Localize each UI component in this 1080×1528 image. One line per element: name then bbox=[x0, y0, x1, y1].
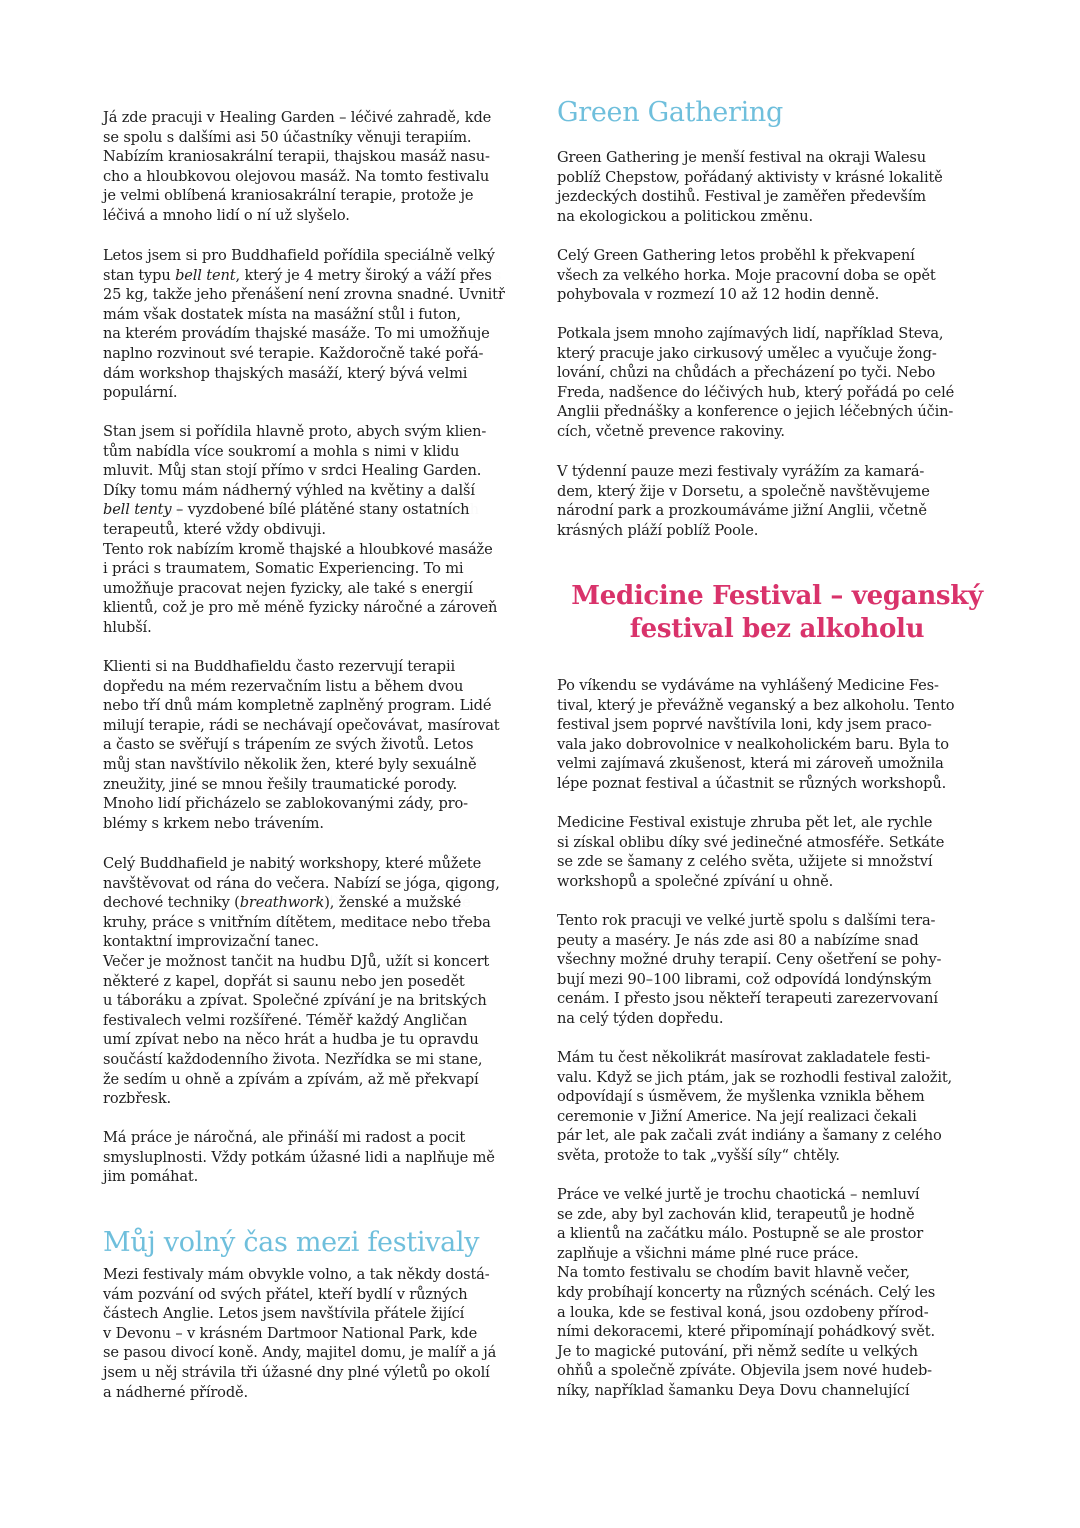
text-line: cenám. I přesto jsou někteří terapeuti zarezervovaní bbox=[557, 990, 938, 1008]
text-line: hlubší. bbox=[103, 618, 152, 636]
text-line: populární. bbox=[103, 384, 178, 402]
section-heading-free-time: Můj volný čas mezi festivaly bbox=[103, 1227, 480, 1258]
text-line: některé z kapel, dopřát si saunu nebo jen posedět bbox=[103, 972, 465, 990]
text-line bbox=[103, 266, 563, 286]
text-line: a klientů na začátku málo. Postupně se ale prostor bbox=[557, 1225, 924, 1243]
text-line: i práci s traumatem, Somatic Experiencing. To mi bbox=[103, 560, 464, 578]
text-line-styled: bell tenty – vyzdobené bílé plátěné stany ostatních bbox=[103, 501, 470, 519]
section-heading-green-gathering: Green Gathering bbox=[557, 97, 784, 128]
text-line: blémy s krkem nebo trávením. bbox=[103, 814, 324, 832]
text-line: Freda, nadšence do léčivých hub, který pořádá po celé bbox=[557, 383, 955, 401]
text-line bbox=[103, 500, 563, 520]
text-line: a louka, kde se festival koná, jsou ozdobeny přírod- bbox=[557, 1303, 929, 1321]
text-line: workshopů a společné zpívání u ohně. bbox=[557, 872, 834, 890]
text-line: Mám tu čest několikrát masírovat zakladatele festi- bbox=[557, 1049, 931, 1066]
paragraph bbox=[103, 246, 563, 403]
text-line: Letos jsem si pro Buddhafield pořídila speciálně velký bbox=[103, 247, 495, 264]
text-line: který pracuje jako cirkusový umělec a vyučuje žong- bbox=[557, 344, 937, 362]
text-line: Práce ve velké jurtě je trochu chaotická – nemluví bbox=[557, 1186, 920, 1203]
italic-term: bell tent bbox=[175, 266, 236, 284]
text-line: krásných pláží poblíž Poole. bbox=[557, 521, 759, 539]
italic-term: bell tenty bbox=[103, 501, 172, 519]
text-line: 25 kg, takže jeho přenášení není zrovna snadné. Uvnitř bbox=[103, 286, 505, 304]
paragraph bbox=[103, 422, 563, 638]
paragraph bbox=[557, 813, 1017, 891]
text-line: milují terapie, rádi se nechávají opečovávat, masírovat bbox=[103, 716, 500, 734]
text-line: se zde se šamany z celého světa, užijete si množství bbox=[557, 853, 933, 871]
text-line: tům nabídla více soukromí a mohla s nimi v klidu bbox=[103, 442, 460, 460]
text-line: Mezi festivaly mám obvykle volno, a tak někdy dostá- bbox=[103, 1266, 490, 1283]
text-line: všech za velkého horka. Moje pracovní doba se opět bbox=[557, 266, 936, 284]
text-line: cho a hloubkovou olejovou masáž. Na tomto festivalu bbox=[103, 167, 490, 185]
text-line: můj stan navštívilo několik žen, které byly sexuálně bbox=[103, 755, 477, 773]
text-line: Večer je možnost tančit na hudbu DJů, užít si koncert bbox=[103, 952, 490, 970]
text-line: a často se svěřují s trápením ze svých životů. Letos bbox=[103, 736, 474, 754]
text-line: níky, například šamanku Deya Dovu channelující bbox=[557, 1381, 910, 1399]
paragraph bbox=[557, 676, 1017, 794]
text-line: si získal oblibu díky své jedinečné atmosféře. Setkáte bbox=[557, 833, 945, 851]
text-line: zaplňuje a všichni máme plné ruce práce. bbox=[557, 1244, 859, 1262]
text-line: je velmi oblíbená kraniosakrální terapie, protože je bbox=[103, 187, 474, 205]
text-line: Tento rok pracuji ve velké jurtě spolu s dalšími tera- bbox=[557, 912, 936, 929]
text-line: valu. Když se jich ptám, jak se rozhodli festival založit, bbox=[557, 1068, 953, 1086]
paragraph bbox=[557, 246, 1017, 305]
text-line: Má práce je náročná, ale přináší mi radost a pocit bbox=[103, 1129, 466, 1146]
text-line: ceremonie v Jižní Americe. Na její realizaci čekali bbox=[557, 1107, 917, 1125]
text-line: kruhy, práce s vnitřním dítětem, meditace nebo třeba bbox=[103, 913, 491, 931]
heading-line: festival bez alkoholu bbox=[629, 614, 925, 644]
text-line-styled: dechové techniky (breathwork), ženské a mužské bbox=[103, 894, 462, 912]
paragraph bbox=[557, 148, 1017, 226]
text-line: umožňuje pracovat nejen fyzicky, ale také s energií bbox=[103, 579, 473, 597]
text-line: Po víkendu se vydáváme na vyhlášený Medicine Fes- bbox=[557, 677, 939, 694]
text-line: na kterém provádím thajské masáže. To mi umožňuje bbox=[103, 325, 490, 343]
text-line: cích, včetně prevence rakoviny. bbox=[557, 422, 785, 440]
text-line bbox=[103, 893, 563, 913]
text-line: jsem u něj strávila tři úžasné dny plné výletů po okolí bbox=[103, 1363, 490, 1381]
paragraph bbox=[103, 854, 563, 1109]
text-line: Potkala jsem mnoho zajímavých lidí, například Steva, bbox=[557, 325, 944, 342]
text-line: rozbřesk. bbox=[103, 1090, 172, 1108]
text-line: mám však dostatek místa na masážní stůl i futon, bbox=[103, 305, 461, 323]
text-line: vala jako dobrovolnice v nealkoholickém baru. Byla to bbox=[557, 735, 949, 753]
text-line: pohybovala v rozmezí 10 až 12 hodin denně. bbox=[557, 286, 880, 304]
text-line: vám pozvání od svých přátel, kteří bydlí v různých bbox=[103, 1285, 468, 1303]
text-line: peuty a maséry. Je nás zde asi 80 a nabízíme snad bbox=[557, 931, 919, 949]
text-line: se spolu s dalšími asi 50 účastníky věnuji terapiím. bbox=[103, 128, 472, 146]
text-line: u táboráku a zpívat. Společné zpívání je na britských bbox=[103, 992, 487, 1010]
text-line: že sedím u ohně a zpívám a zpívám, až mě překvapí bbox=[103, 1070, 479, 1088]
text-line: dem, který žije v Dorsetu, a společně navštěvujeme bbox=[557, 482, 930, 500]
text-line: a nádherné přírodě. bbox=[103, 1383, 248, 1401]
heading-line: Medicine Festival – veganský bbox=[571, 581, 983, 611]
text-line: na celý týden dopředu. bbox=[557, 1009, 724, 1027]
text-line: Celý Buddhafield je nabitý workshopy, které můžete bbox=[103, 855, 482, 872]
text-line: velmi zajímavá zkušenost, která mi zároveň umožnila bbox=[557, 755, 944, 773]
text-line: lépe poznat festival a účastnit se různých workshopů. bbox=[557, 774, 947, 792]
paragraph bbox=[557, 462, 1017, 540]
text-line: na ekologickou a politickou změnu. bbox=[557, 207, 813, 225]
text-line: se pasou divocí koně. Andy, majitel domu, je malíř a já bbox=[103, 1344, 497, 1362]
text-line: Celý Green Gathering letos proběhl k překvapení bbox=[557, 247, 915, 264]
text-line: umí zpívat nebo na něco hrát a hudba je tu opravdu bbox=[103, 1031, 479, 1049]
text-line: tival, který je převážně veganský a bez alkoholu. Tento bbox=[557, 696, 955, 714]
text-line: lování, chůzi na chůdách a přecházení po tyči. Nebo bbox=[557, 364, 936, 382]
text-line: součástí každodenního života. Nezřídka se mi stane, bbox=[103, 1050, 483, 1068]
text-line: Je to magické putování, při němž sedíte u velkých bbox=[557, 1342, 918, 1360]
text-line: Green Gathering je menší festival na okraji Walesu bbox=[557, 149, 927, 166]
text-line: Stan jsem si pořídila hlavně proto, abych svým klien- bbox=[103, 423, 487, 440]
text-line: Já zde pracuji v Healing Garden – léčivé zahradě, kde bbox=[103, 109, 492, 126]
text-line: všechny možné druhy terapií. Ceny ošetření se pohy- bbox=[557, 951, 942, 969]
italic-term: breathwork bbox=[239, 894, 325, 912]
paragraph bbox=[557, 1185, 1017, 1401]
text-line: ními dekoracemi, které připomínají pohádkový svět. bbox=[557, 1323, 935, 1341]
text-line: jim pomáhat. bbox=[103, 1168, 199, 1186]
text-line: smysluplnosti. Vždy potkám úžasné lidi a naplňuje mě bbox=[103, 1148, 495, 1166]
text-line: mluvit. Můj stan stojí přímo v srdci Healing Garden. bbox=[103, 462, 482, 480]
section-heading-medicine-festival bbox=[557, 580, 1017, 646]
text-line: Mnoho lidí přicházelo se zablokovanými zády, pro- bbox=[103, 795, 468, 813]
text-line: Na tomto festivalu se chodím bavit hlavně večer, bbox=[557, 1264, 910, 1282]
text-line: poblíž Chepstow, pořádaný aktivisty v krásné lokalitě bbox=[557, 168, 943, 186]
text-line: Klienti si na Buddhafieldu často rezervují terapii bbox=[103, 658, 456, 675]
text-line: festivalech velmi rozšířené. Téměř každý Angličan bbox=[103, 1011, 468, 1029]
text-line: v Devonu – v krásném Dartmoor National Park, kde bbox=[103, 1324, 478, 1342]
text-line: klientů, což je pro mě méně fyzicky náročné a zároveň bbox=[103, 599, 498, 617]
text-line: částech Anglie. Letos jsem navštívila přátele žijící bbox=[103, 1305, 465, 1323]
text-line: Díky tomu mám nádherný výhled na květiny a další bbox=[103, 481, 475, 499]
text-line: zneužity, jiné se mnou řešily traumatické porody. bbox=[103, 775, 458, 793]
text-line: léčivá a mnoho lidí o ní už slyšelo. bbox=[103, 206, 350, 224]
paragraph bbox=[557, 1048, 1017, 1166]
text-line: naplno rozvinout své terapie. Každoročně také pořá- bbox=[103, 344, 484, 362]
text-line: Tento rok nabízím kromě thajské a hloubkové masáže bbox=[103, 540, 493, 558]
text-line: bují mezi 90–100 librami, což odpovídá londýnským bbox=[557, 970, 932, 988]
text-line: národní park a prozkoumáváme jižní Anglii, včetně bbox=[557, 502, 927, 520]
text-line: festival jsem poprvé navštívila loni, kdy jsem praco- bbox=[557, 716, 932, 734]
text-line: kontaktní improvizační tanec. bbox=[103, 933, 319, 951]
text-line: navštěvovat od rána do večera. Nabízí se jóga, qigong, bbox=[103, 874, 500, 892]
text-line: pár let, ale pak začali zvát indiány a šamany z celého bbox=[557, 1127, 942, 1145]
text-line: se zde, aby byl zachován klid, terapeutů je hodně bbox=[557, 1205, 915, 1223]
text-line: nebo tří dnů mám kompletně zaplněný program. Lidé bbox=[103, 697, 492, 715]
text-line: ohňů a společně zpíváte. Objevila jsem nové hudeb- bbox=[557, 1362, 932, 1380]
text-line: Anglii přednášky a konference o jejich léčebných účin- bbox=[557, 403, 954, 421]
paragraph bbox=[103, 1128, 563, 1187]
text-line: Nabízím kraniosakrální terapii, thajskou masáž nasu- bbox=[103, 148, 490, 166]
paragraph bbox=[103, 108, 563, 226]
text-line: Medicine Festival existuje zhruba pět let, ale rychle bbox=[557, 814, 933, 831]
text-line: kdy probíhají koncerty na různých scénách. Celý les bbox=[557, 1283, 936, 1301]
text-line: světa, protože to tak „vyšší síly“ chtěly. bbox=[557, 1146, 840, 1164]
paragraph bbox=[103, 1265, 563, 1402]
text-line-styled: stan typu bell tent, který je 4 metry široký a váží přes bbox=[103, 266, 492, 284]
paragraph bbox=[557, 324, 1017, 442]
text-line: V týdenní pauze mezi festivaly vyrážím za kamará- bbox=[557, 463, 925, 480]
text-line: odpovídají s úsměvem, že myšlenka vznikla během bbox=[557, 1088, 925, 1106]
text-line: terapeutů, které vždy obdivuji. bbox=[103, 520, 326, 538]
text-line: dám workshop thajských masáží, který bývá velmi bbox=[103, 364, 468, 382]
paragraph bbox=[103, 657, 563, 833]
text-line: dopředu na mém rezervačním listu a během dvou bbox=[103, 677, 464, 695]
paragraph bbox=[557, 911, 1017, 1029]
text-line: jezdeckých dostihů. Festival je zaměřen především bbox=[557, 188, 926, 206]
